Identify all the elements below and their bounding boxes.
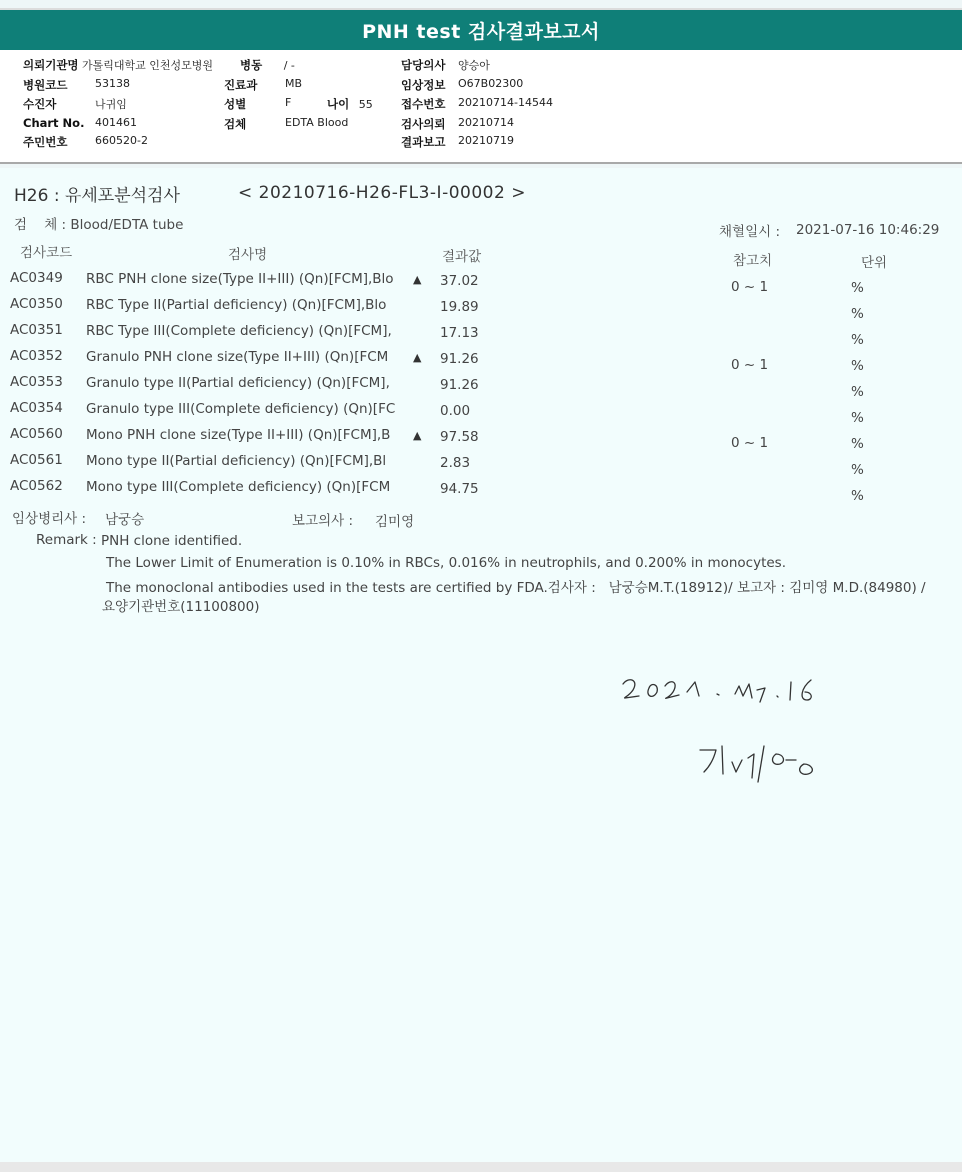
row-test-name: Granulo type III(Complete deficiency) (Qn)[FC xyxy=(86,401,396,417)
pathologist-name: 남궁승 xyxy=(105,512,145,528)
high-flag-icon: ▲ xyxy=(413,351,422,364)
row-test-name: RBC PNH clone size(Type II+III) (Qn)[FCM],Blo xyxy=(86,271,394,287)
hospital-code-field: 병원코드 53138 xyxy=(23,77,130,92)
row-test-name: RBC Type II(Partial deficiency) (Qn)[FCM],Blo xyxy=(86,297,387,313)
col-header-result: 결과값 xyxy=(442,249,482,265)
report-title: PNH test 검사결과보고서 xyxy=(362,20,600,43)
row-code: AC0350 xyxy=(10,296,63,312)
reporter-label: 보고의사 : xyxy=(292,513,354,529)
row-test-name: Granulo PNH clone size(Type II+III) (Qn)[FCM xyxy=(86,349,389,365)
request-date-field: 검사의뢰 20210714 xyxy=(401,116,514,131)
high-flag-icon: ▲ xyxy=(413,429,422,442)
high-flag-icon: ▲ xyxy=(413,273,422,286)
row-code: AC0354 xyxy=(10,400,63,416)
row-code: AC0352 xyxy=(10,348,63,364)
chart-no-field: Chart No. 401461 xyxy=(23,116,137,130)
row-unit: % xyxy=(851,332,864,348)
row-code: AC0351 xyxy=(10,322,63,338)
col-header-name: 검사명 xyxy=(228,247,268,263)
row-result-value: 37.02 xyxy=(440,273,479,289)
receipt-no-field: 접수번호 20210714-14544 xyxy=(401,96,553,111)
row-result-value: 0.00 xyxy=(440,403,471,419)
collected-datetime: 2021-07-16 10:46:29 xyxy=(796,222,940,238)
row-result-value: 17.13 xyxy=(440,325,479,341)
row-test-name: Mono type II(Partial deficiency) (Qn)[FCM],Bl xyxy=(86,453,387,469)
remark-label: Remark : xyxy=(36,532,97,548)
row-unit: % xyxy=(851,384,864,400)
row-code: AC0349 xyxy=(10,270,63,286)
age-field: 나이 55 xyxy=(327,97,373,111)
resident-no-field: 주민번호 660520-2 xyxy=(23,134,148,149)
row-unit: % xyxy=(851,280,864,296)
row-reference-range: 0 ~ 1 xyxy=(731,279,769,295)
col-header-unit: 단위 xyxy=(861,255,888,271)
collected-label: 채혈일시 : xyxy=(719,224,781,240)
report-date-field: 결과보고 20210719 xyxy=(401,134,514,149)
patient-info-panel xyxy=(0,50,962,164)
section-title: H26 : 유세포분석검사 xyxy=(14,186,180,206)
remark-line-4: 요양기관번호(11100800) xyxy=(102,599,260,615)
row-code: AC0353 xyxy=(10,374,63,390)
col-header-code: 검사코드 xyxy=(20,245,73,261)
row-result-value: 91.26 xyxy=(440,351,479,367)
row-result-value: 19.89 xyxy=(440,299,479,315)
remark-line-2: The Lower Limit of Enumeration is 0.10% in RBCs, 0.016% in neutrophils, and 0.200% in monocytes. xyxy=(106,555,787,571)
clinical-info-field: 임상정보 O67B02300 xyxy=(401,77,524,92)
accession-number: < 20210716-H26-FL3-I-00002 > xyxy=(238,183,526,203)
row-code: AC0560 xyxy=(10,426,63,442)
row-result-value: 91.26 xyxy=(440,377,479,393)
row-unit: % xyxy=(851,358,864,374)
row-test-name: Mono PNH clone size(Type II+III) (Qn)[FCM],B xyxy=(86,427,391,443)
row-unit: % xyxy=(851,488,864,504)
patient-field: 수진자 나귀임 xyxy=(23,97,127,111)
bottom-strip xyxy=(0,1162,962,1172)
remark-line-3: The monoclonal antibodies used in the tests are certified by FDA.검사자 : 남궁승M.T.(18912)/ 보고자 : 김미영 M.D.(84980) / xyxy=(106,580,926,596)
row-result-value: 94.75 xyxy=(440,481,479,497)
specimen-field: 검체 EDTA Blood xyxy=(224,116,349,131)
row-unit: % xyxy=(851,462,864,478)
row-reference-range: 0 ~ 1 xyxy=(731,435,769,451)
row-reference-range: 0 ~ 1 xyxy=(731,357,769,373)
row-result-value: 97.58 xyxy=(440,429,479,445)
report-title-bar xyxy=(0,8,962,50)
hospital-field: 의뢰기관명 가톨릭대학교 인천성모병원 xyxy=(23,58,214,72)
row-unit: % xyxy=(851,306,864,322)
dept-field: 진료과 MB xyxy=(224,77,303,92)
doctor-field: 담당의사 양승아 xyxy=(401,58,490,72)
row-unit: % xyxy=(851,410,864,426)
handwritten-date xyxy=(615,668,820,716)
row-code: AC0562 xyxy=(10,478,63,494)
row-test-name: Granulo type II(Partial deficiency) (Qn)[FCM], xyxy=(86,375,390,391)
pathologist-label: 임상병리사 : xyxy=(12,511,87,527)
reporter-name: 김미영 xyxy=(375,514,415,530)
row-unit: % xyxy=(851,436,864,452)
row-test-name: RBC Type III(Complete deficiency) (Qn)[FCM], xyxy=(86,323,392,339)
sex-field: 성별 F xyxy=(224,96,292,111)
row-test-name: Mono type III(Complete deficiency) (Qn)[FCM xyxy=(86,479,391,495)
specimen-line: 검 체 : Blood/EDTA tube xyxy=(14,217,184,233)
handwritten-signature xyxy=(692,738,832,788)
col-header-reference: 참고치 xyxy=(733,253,773,269)
ward-field: 병동 / - xyxy=(240,58,295,72)
row-code: AC0561 xyxy=(10,452,63,468)
row-result-value: 2.83 xyxy=(440,455,471,471)
remark-line-1: PNH clone identified. xyxy=(101,533,243,549)
results-panel xyxy=(0,168,962,1162)
